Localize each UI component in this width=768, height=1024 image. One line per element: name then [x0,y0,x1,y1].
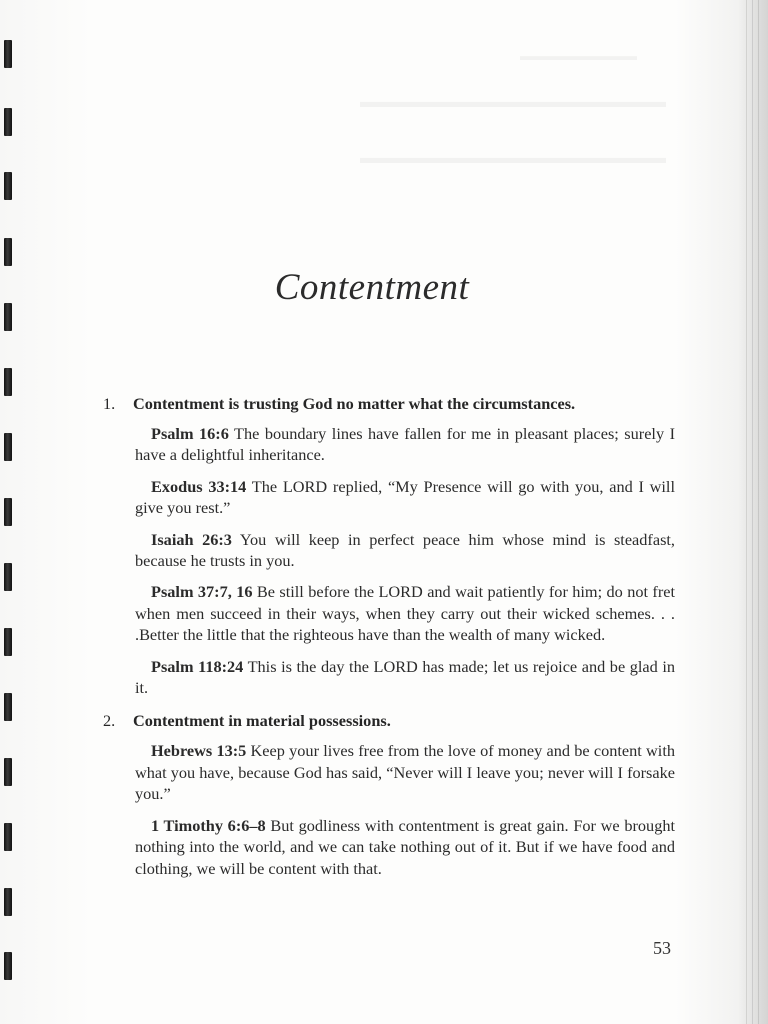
binding-mark [4,368,12,396]
binding-mark [4,952,12,980]
section-heading-text: Contentment is trusting God no matter what the circumstances. [133,394,576,413]
section [103,710,675,878]
verse [135,581,675,645]
verse-text: The LORD replied, “My Presence will go with you, and I will give you rest.” [135,476,675,518]
section-heading [103,710,675,732]
verse-reference: Hebrews 13:5 [151,741,247,761]
verse-text: This is the day the LORD has made; let us rejoice and be glad in it. [135,656,675,698]
binding-mark [4,498,12,526]
binding-mark [4,693,12,721]
verse-text: You will keep in perfect peace him whose mind is steadfast, because he trusts in you. [135,529,676,571]
verse-text: Keep your lives free from the love of money and be content with what you have, because God has said, “Never will I leave you; never will I forsake you.” [135,741,675,804]
section-heading-text: Contentment in material possessions. [133,711,391,731]
binding-mark [4,108,12,136]
binding-mark [4,433,12,461]
binding-mark [4,823,12,851]
verse-reference: Isaiah 26:3 [151,529,232,549]
verse-reference: Psalm 16:6 [151,424,229,443]
show-through-text [520,48,637,64]
verse-text: Be still before the LORD and wait patiently for him; do not fret when men succeed in their ways, when they carry out their wicked schemes. . . .Better the little that the righteous have than the wealth of many wicked. [135,582,675,645]
binding-mark [4,40,12,68]
verse-text: The boundary lines have fallen for me in pleasant places; surely I have a delightful inheritance. [135,424,676,465]
verse-reference: 1 Timothy 6:6–8 [151,815,266,835]
page-edge [738,0,768,1024]
verse [135,423,675,466]
verse [135,529,675,572]
section-number: 1. [103,394,116,413]
binding-mark [4,888,12,916]
verse [135,740,675,804]
verse-reference: Psalm 118:24 [151,656,244,676]
show-through-text [360,148,666,168]
section-number: 2. [103,711,116,731]
binding-mark [4,563,12,591]
verse [135,815,675,879]
verse [135,656,675,699]
page-title: Contentment [274,267,470,308]
page-content [103,393,675,891]
spiral-binding [4,0,18,1024]
section [103,393,675,698]
verse-reference: Exodus 33:14 [151,476,247,496]
binding-mark [4,628,12,656]
show-through-text [360,92,666,112]
section-heading [103,393,675,415]
binding-mark [4,238,12,266]
verse [135,476,675,519]
binding-mark [4,758,12,786]
page-number: 53 [653,938,671,958]
binding-mark [4,172,12,200]
verse-text: But godliness with contentment is great gain. For we brought nothing into the world, and we can take nothing out of it. But if we have food and clothing, we will be content with that. [135,815,675,878]
verse-reference: Psalm 37:7, 16 [151,582,253,602]
